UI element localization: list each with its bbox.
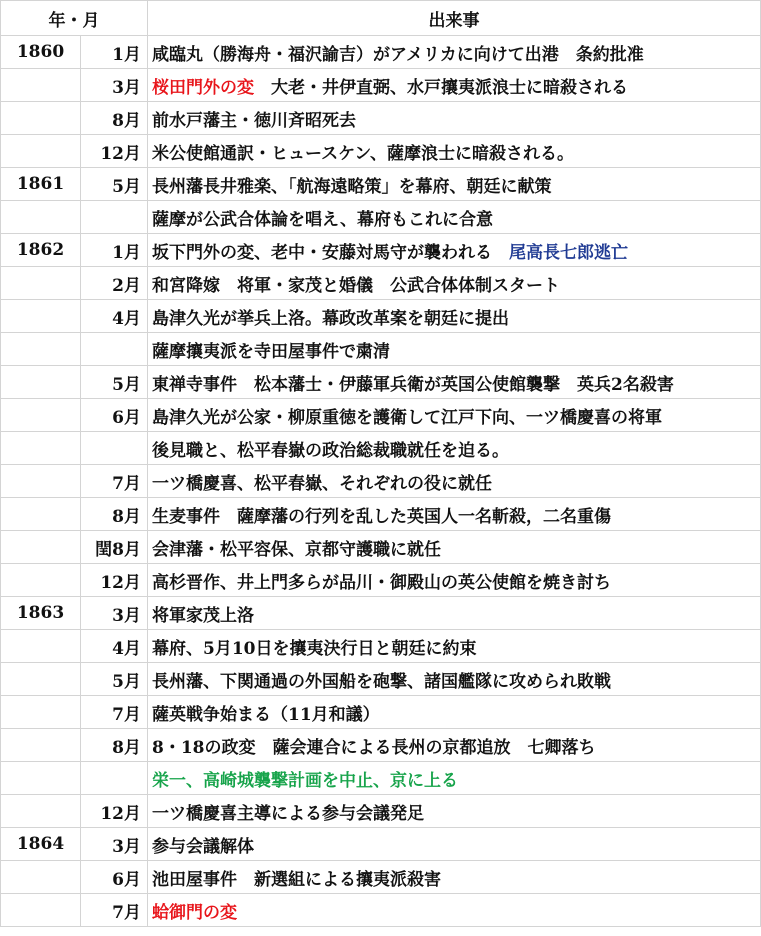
table-row	[1, 201, 761, 234]
table-row	[1, 465, 761, 498]
year-cell[interactable]	[1, 498, 81, 531]
event-text: 一ツ橋慶喜、松平春嶽、それぞれの役に就任	[152, 473, 492, 494]
event-text: 咸臨丸（勝海舟・福沢諭吉）がアメリカに向けて出港 条約批准	[152, 44, 644, 65]
year-cell[interactable]	[1, 267, 81, 300]
month-cell[interactable]: 3月	[81, 828, 148, 861]
table-row	[1, 696, 761, 729]
event-text: 会津藩・松平容保、京都守護職に就任	[152, 539, 441, 560]
event-text: 大老・井伊直弼、水戸攘夷派浪士に暗殺される	[254, 77, 628, 98]
event-text: 後見職と、松平春嶽の政治総裁職就任を迫る。	[152, 440, 509, 461]
table-row	[1, 399, 761, 432]
event-text: 坂下門外の変、老中・安藤対馬守が襲われる	[152, 242, 509, 263]
event-text: 幕府、5月10日を攘夷決行日と朝廷に約束	[152, 638, 477, 659]
event-cell[interactable]	[148, 168, 761, 201]
event-cell[interactable]	[148, 300, 761, 333]
table-row	[1, 432, 761, 465]
event-text: 池田屋事件 新選組による攘夷派殺害	[152, 869, 441, 890]
month-cell[interactable]: 3月	[81, 69, 148, 102]
event-text: 薩英戦争始まる（11月和議）	[152, 704, 380, 725]
event-cell[interactable]	[148, 102, 761, 135]
event-cell[interactable]	[148, 36, 761, 69]
table-row	[1, 663, 761, 696]
event-cell[interactable]	[148, 465, 761, 498]
month-cell[interactable]: 1月	[81, 234, 148, 267]
event-text: 将軍家茂上洛	[152, 605, 254, 626]
year-cell[interactable]	[1, 366, 81, 399]
table-row	[1, 135, 761, 168]
year-cell[interactable]: 1861	[1, 168, 81, 201]
event-text: 高杉晋作、井上門多らが品川・御殿山の英公使館を焼き討ち	[152, 572, 611, 593]
event-text: 生麦事件 薩摩藩の行列を乱した英国人一名斬殺，二名重傷	[152, 506, 611, 527]
month-cell[interactable]: 12月	[81, 564, 148, 597]
table-row	[1, 267, 761, 300]
highlighted-event-text: 蛤御門の変	[152, 902, 237, 923]
year-cell[interactable]	[1, 432, 81, 465]
table-row	[1, 861, 761, 894]
event-cell[interactable]	[148, 564, 761, 597]
year-cell[interactable]	[1, 333, 81, 366]
event-cell[interactable]	[148, 498, 761, 531]
event-text: 長州藩、下関通過の外国船を砲撃、諸国艦隊に攻められ敗戦	[152, 671, 611, 692]
event-text: 参与会議解体	[152, 836, 254, 857]
year-cell[interactable]	[1, 663, 81, 696]
event-cell[interactable]	[148, 630, 761, 663]
table-row	[1, 102, 761, 135]
year-cell[interactable]	[1, 135, 81, 168]
event-cell[interactable]	[148, 762, 761, 795]
month-cell[interactable]: 8月	[81, 498, 148, 531]
year-cell[interactable]	[1, 762, 81, 795]
event-cell[interactable]	[148, 894, 761, 927]
year-cell[interactable]	[1, 795, 81, 828]
event-cell[interactable]	[148, 828, 761, 861]
year-cell[interactable]	[1, 894, 81, 927]
month-cell[interactable]: 7月	[81, 696, 148, 729]
month-cell[interactable]: 2月	[81, 267, 148, 300]
event-cell[interactable]	[148, 795, 761, 828]
table-row	[1, 234, 761, 267]
month-cell[interactable]: 5月	[81, 366, 148, 399]
table-row	[1, 168, 761, 201]
highlighted-event-text: 栄一、高崎城襲撃計画を中止、京に上る	[152, 770, 458, 791]
event-cell[interactable]	[148, 135, 761, 168]
event-cell[interactable]	[148, 333, 761, 366]
event-cell[interactable]	[148, 861, 761, 894]
month-cell[interactable]: 12月	[81, 135, 148, 168]
table-row	[1, 366, 761, 399]
month-cell[interactable]	[81, 333, 148, 366]
table-row	[1, 597, 761, 630]
year-cell[interactable]	[1, 564, 81, 597]
table-row	[1, 762, 761, 795]
event-text: 一ツ橋慶喜主導による参与会議発足	[152, 803, 424, 824]
year-cell[interactable]	[1, 69, 81, 102]
year-cell[interactable]	[1, 696, 81, 729]
month-cell[interactable]: 5月	[81, 663, 148, 696]
table-row	[1, 69, 761, 102]
month-cell[interactable]: 6月	[81, 399, 148, 432]
table-row	[1, 36, 761, 69]
year-cell[interactable]: 1862	[1, 234, 81, 267]
header-event[interactable]: 出来事	[148, 1, 761, 36]
event-text: 薩摩攘夷派を寺田屋事件で粛清	[152, 341, 390, 362]
month-cell[interactable]: 1月	[81, 36, 148, 69]
month-cell[interactable]: 3月	[81, 597, 148, 630]
table-row	[1, 531, 761, 564]
event-cell[interactable]	[148, 696, 761, 729]
year-cell[interactable]	[1, 861, 81, 894]
month-cell[interactable]: 7月	[81, 465, 148, 498]
month-cell[interactable]	[81, 432, 148, 465]
year-cell[interactable]	[1, 729, 81, 762]
table-row	[1, 828, 761, 861]
month-cell[interactable]	[81, 201, 148, 234]
table-row	[1, 729, 761, 762]
table-row	[1, 795, 761, 828]
year-cell[interactable]: 1864	[1, 828, 81, 861]
table-row	[1, 894, 761, 927]
event-text: 米公使館通訳・ヒュースケン、薩摩浪士に暗殺される。	[152, 143, 574, 164]
event-cell[interactable]	[148, 366, 761, 399]
event-text: 和宮降嫁 将軍・家茂と婚儀 公武合体体制スタート	[152, 275, 560, 296]
table-row	[1, 498, 761, 531]
event-cell[interactable]	[148, 234, 761, 267]
table-row	[1, 564, 761, 597]
year-cell[interactable]	[1, 102, 81, 135]
event-cell[interactable]	[148, 597, 761, 630]
table-row	[1, 300, 761, 333]
month-cell[interactable]: 閏8月	[81, 531, 148, 564]
highlighted-event-text: 尾高長七郎逃亡	[509, 242, 628, 263]
event-text: 8・18の政変 薩会連合による長州の京都追放 七卿落ち	[152, 737, 596, 758]
month-cell[interactable]: 8月	[81, 102, 148, 135]
month-cell[interactable]: 4月	[81, 300, 148, 333]
year-cell[interactable]: 1860	[1, 36, 81, 69]
year-cell[interactable]	[1, 630, 81, 663]
month-cell[interactable]: 8月	[81, 729, 148, 762]
year-cell[interactable]: 1863	[1, 597, 81, 630]
event-cell[interactable]	[148, 399, 761, 432]
event-cell[interactable]	[148, 267, 761, 300]
year-cell[interactable]	[1, 531, 81, 564]
month-cell[interactable]: 5月	[81, 168, 148, 201]
event-text: 長州藩長井雅楽、「航海遠略策」を幕府、朝廷に献策	[152, 176, 552, 197]
event-cell[interactable]	[148, 69, 761, 102]
event-cell[interactable]	[148, 201, 761, 234]
event-text: 薩摩が公武合体論を唱え、幕府もこれに合意	[152, 209, 494, 230]
header-year-month[interactable]: 年・月	[1, 1, 148, 36]
header-row	[1, 1, 761, 36]
month-cell[interactable]: 6月	[81, 861, 148, 894]
event-text: 東禅寺事件 松本藩士・伊藤軍兵衛が英国公使館襲撃 英兵2名殺害	[152, 374, 674, 395]
event-text: 島津久光が公家・柳原重徳を護衛して江戸下向、一ツ橋慶喜の将軍	[152, 407, 662, 428]
event-cell[interactable]	[148, 663, 761, 696]
table-row	[1, 333, 761, 366]
month-cell[interactable]: 7月	[81, 894, 148, 927]
table-row	[1, 630, 761, 663]
month-cell[interactable]: 4月	[81, 630, 148, 663]
year-cell[interactable]	[1, 465, 81, 498]
event-cell[interactable]	[148, 531, 761, 564]
highlighted-event-text: 桜田門外の変	[152, 77, 254, 98]
month-cell[interactable]: 12月	[81, 795, 148, 828]
event-text: 前水戸藩主・徳川斉昭死去	[152, 110, 356, 131]
event-cell[interactable]	[148, 729, 761, 762]
event-cell[interactable]	[148, 432, 761, 465]
year-cell[interactable]	[1, 201, 81, 234]
event-text: 島津久光が挙兵上洛。幕政改革案を朝廷に提出	[152, 308, 509, 329]
year-cell[interactable]	[1, 300, 81, 333]
month-cell[interactable]	[81, 762, 148, 795]
year-cell[interactable]	[1, 399, 81, 432]
